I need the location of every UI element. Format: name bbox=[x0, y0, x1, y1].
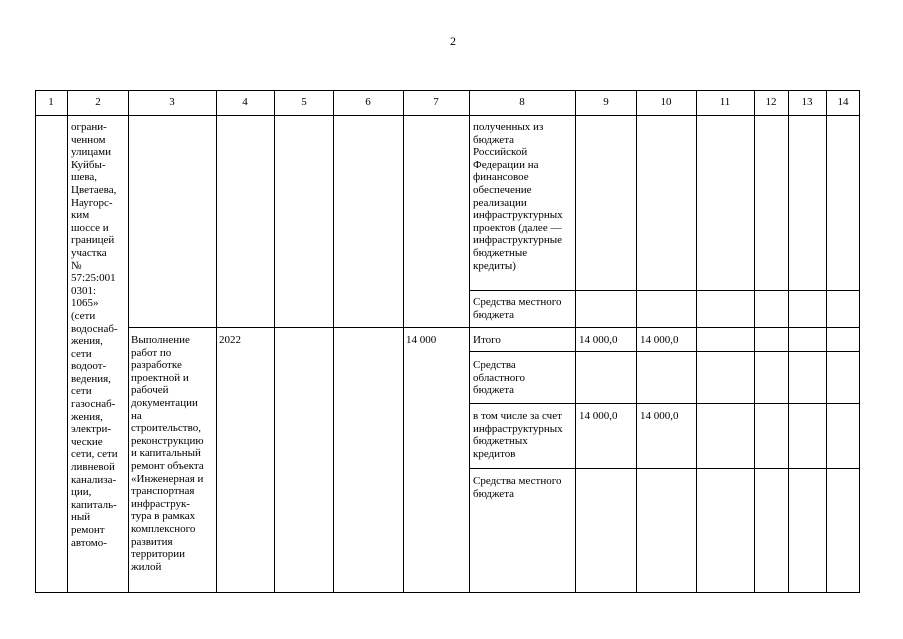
header-col-4: 4 bbox=[242, 96, 248, 108]
header-col-13: 13 bbox=[801, 96, 813, 108]
col4-year: 2022 bbox=[219, 334, 241, 346]
header-col-14: 14 bbox=[837, 96, 849, 108]
col8-local-budget-2: Средства местного бюджета bbox=[473, 475, 562, 500]
col8-regional-budget: Средства областного бюджета bbox=[473, 359, 526, 397]
header-col-9: 9 bbox=[603, 96, 609, 108]
header-col-1: 1 bbox=[48, 96, 54, 108]
col10-itogo-value: 14 000,0 bbox=[640, 334, 679, 346]
header-col-6: 6 bbox=[365, 96, 371, 108]
col10-infra-value: 14 000,0 bbox=[640, 410, 679, 422]
header-col-2: 2 bbox=[95, 96, 101, 108]
page-number: 2 bbox=[450, 34, 456, 48]
col2-object-description: ограни- ченном улицами Куйбы- шева, Цветаева, Наугорс- ким шоссе и границей участка № 57:25:001 0301: 1065» (сети водоснаб- жения, сети водоот- ведения, сети газоснаб- жения, электри- ческие сети, сети ливневой канализа- ции, капиталь- ный ремонт автомо- bbox=[71, 121, 118, 549]
col9-infra-value: 14 000,0 bbox=[579, 410, 618, 422]
col8-federal-credits-text: полученных из бюджета Российской Федерации на финансовое обеспечение реализации инфраструктурных проектов (далее — инфраструктурные бюджетные кредиты) bbox=[473, 121, 563, 272]
col9-itogo-value: 14 000,0 bbox=[579, 334, 618, 346]
header-col-7: 7 bbox=[433, 96, 439, 108]
col8-infra-credits: в том числе за счет инфраструктурных бюджетных кредитов bbox=[473, 410, 563, 460]
col3-work-description: Выполнение работ по разработке проектной и рабочей документации на строительство, реконструкцию и капитальный ремонт объекта «Инженерная и транспортная инфраструк- тура в рамках комплексного развития территории жилой bbox=[131, 334, 204, 573]
header-col-5: 5 bbox=[301, 96, 307, 108]
header-col-11: 11 bbox=[719, 96, 731, 108]
header-col-3: 3 bbox=[169, 96, 175, 108]
col8-itogo: Итого bbox=[473, 334, 501, 346]
header-col-12: 12 bbox=[765, 96, 777, 108]
col7-amount: 14 000 bbox=[406, 334, 437, 346]
col8-local-budget-1: Средства местного бюджета bbox=[473, 296, 562, 321]
header-col-8: 8 bbox=[519, 96, 525, 108]
header-col-10: 10 bbox=[660, 96, 672, 108]
